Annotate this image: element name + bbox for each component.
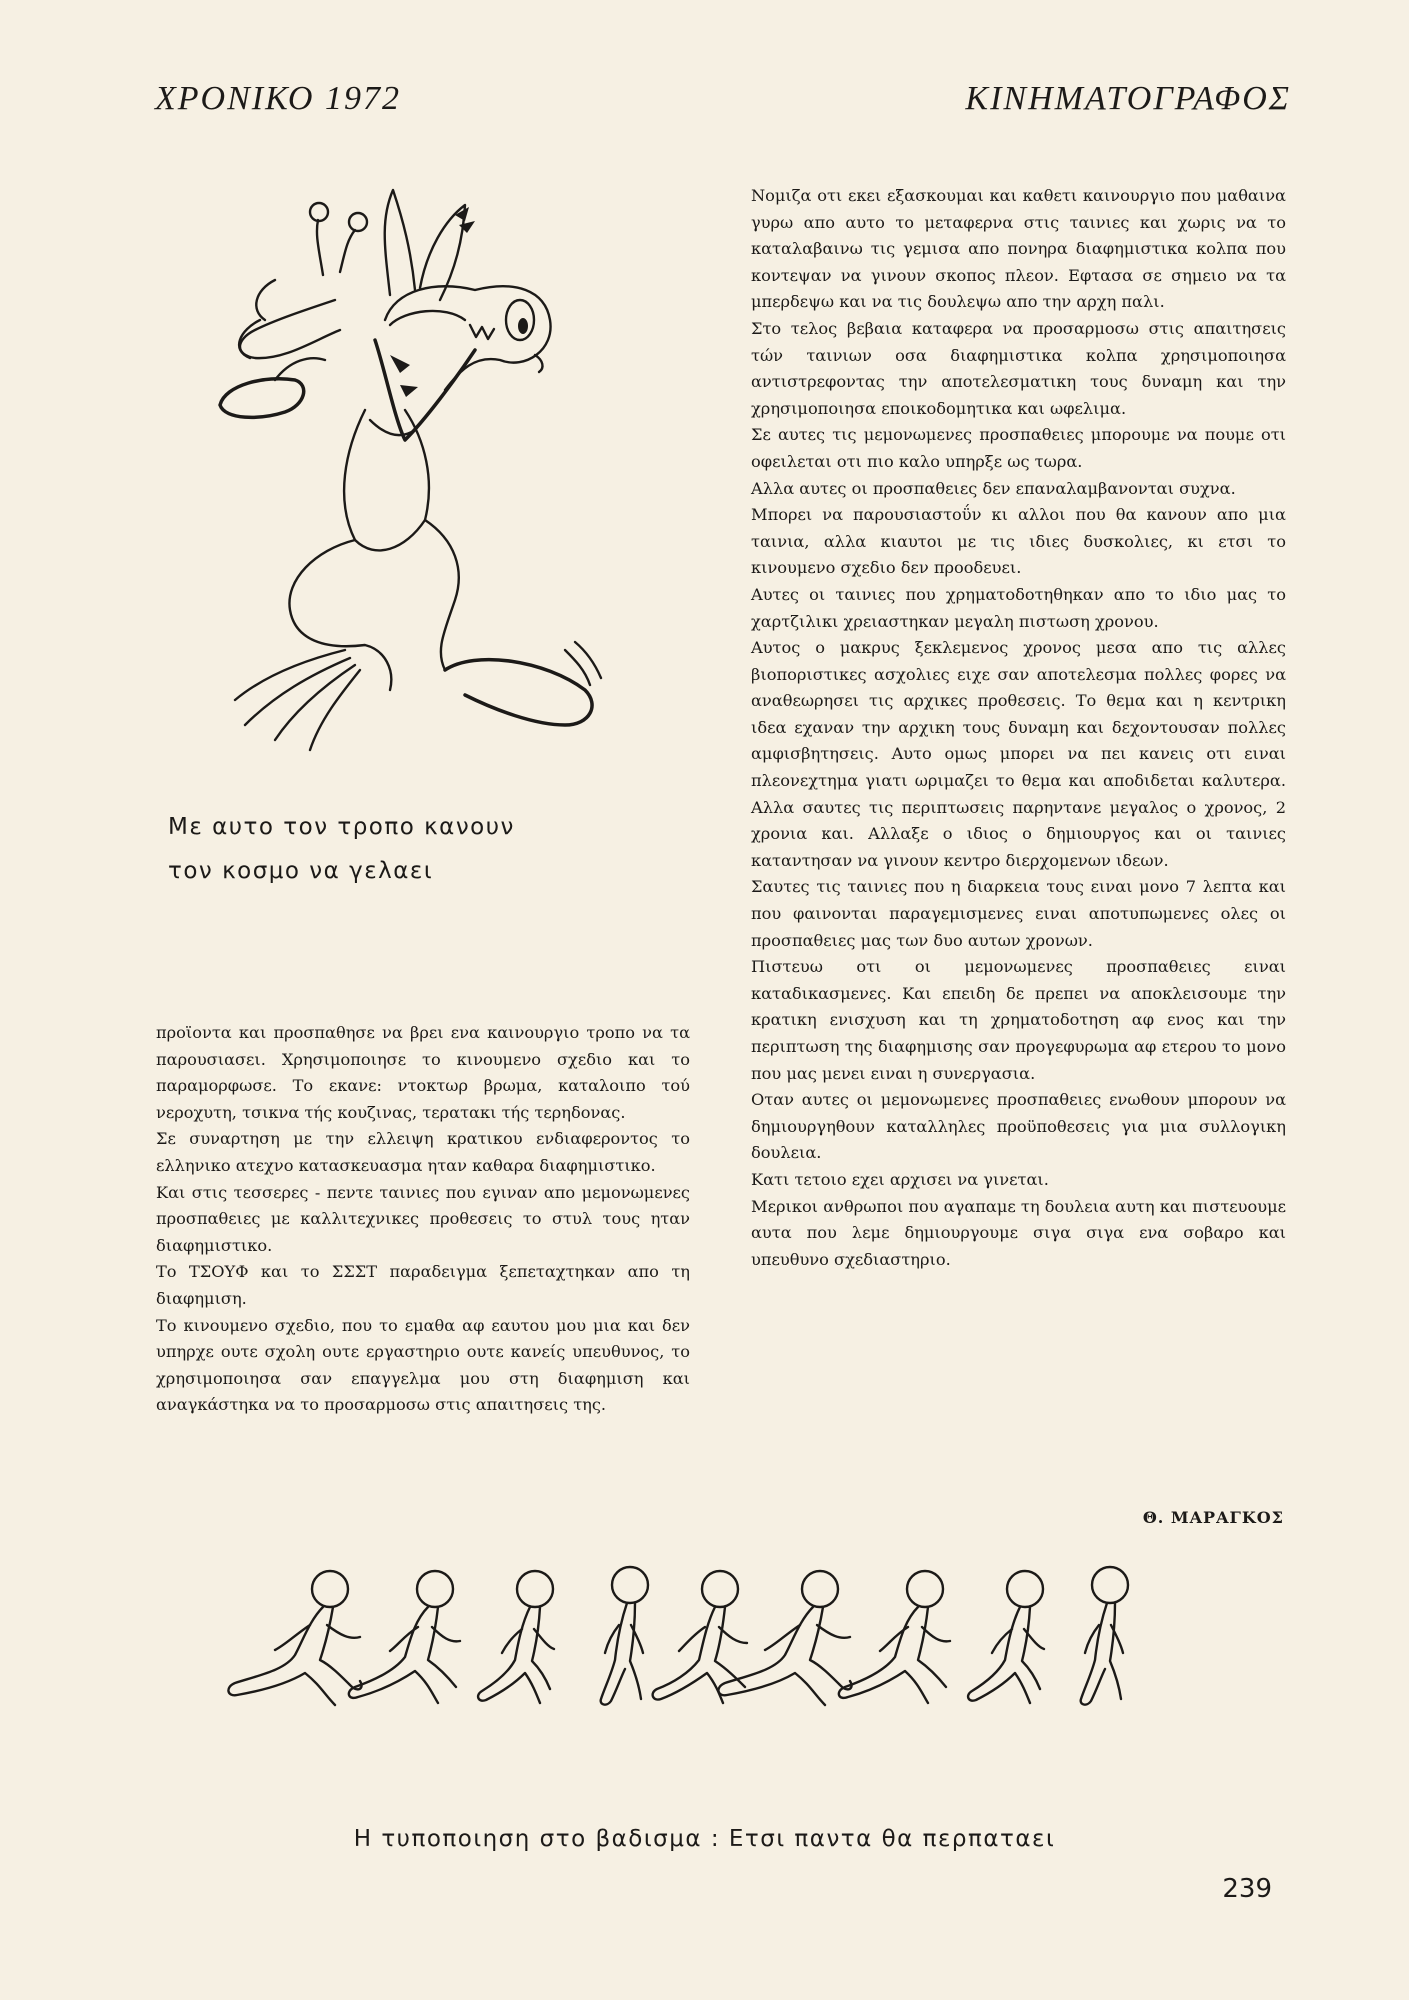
walk-figure — [601, 1567, 648, 1705]
paragraph: Το κινουμενο σχεδιο, που το εμαθα αφ εαυτου μου μια και δεν υπηρχε ουτε σχολη ουτε εργαστηριο ουτε κανείς υπευθυνος, το χρησιμοποιησα σαν επαγγελμα μου στη διαφημιση και αναγκάστηκα να το προσαρμοσω στις απαιτησεις της. — [156, 1315, 690, 1415]
left-text-column — [156, 1020, 690, 1419]
illustration-caption-line: Με αυτο τον τροπο κανουν — [168, 814, 515, 840]
walk-cycle-caption: Η τυποποιηση στο βαδισμα : Ετσι παντα θα περπαταει — [353, 1826, 1056, 1852]
paragraph: Κατι τετοιο εχει αρχισει να γινεται. — [751, 1169, 1049, 1189]
laughing-creature-illustration — [215, 180, 655, 760]
author-signature: Θ. ΜΑΡΑΓΚΟΣ — [1142, 1508, 1284, 1527]
walk-figure — [349, 1571, 460, 1703]
walk-cycle-illustration — [215, 1565, 1215, 1715]
paragraph: Σε αυτες τις μεμονωμενες προσπαθειες μπορουμε να πουμε οτι οφειλεται οτι πιο καλο υπηρξε ως τωρα. — [751, 425, 1286, 471]
paragraph: προϊοντα και προσπαθησε να βρει ενα καινουργιο τροπο να τα παρουσιασει. Χρησιμοποιησε το κινουμενο σχεδιο και το παραμορφωσε. Το εκανε: ντοκτωρ βρωμα, καταλοιπο τού νεροχυτη, τσικνα τής κουζινας, τερατακι τής τερηδονας. — [156, 1023, 690, 1122]
paragraph: Οταν αυτες οι μεμονωμενες προσπαθειες ενωθουν μπορουν να δημιουργηθουν καταλληλες προϋποθεσεις για μια συλλογικη δουλεια. — [751, 1090, 1286, 1163]
walk-figure — [968, 1571, 1044, 1703]
walk-figure — [478, 1571, 554, 1703]
paragraph: Σαυτες τις ταινιες που η διαρκεια τους ειναι μονο 7 λεπτα και που φαινονται παραγεμισμενες ειναι αποτυπωμενες ολες οι προσπαθειες μας των δυο αυτων χρονων. — [751, 877, 1286, 950]
walk-figure — [653, 1571, 747, 1703]
walk-figure — [839, 1571, 950, 1703]
illustration-caption-line: τον κοσμο να γελαει — [168, 858, 434, 884]
running-header-left: ΧΡΟΝΙΚΟ 1972 — [155, 80, 401, 117]
illustration-caption — [168, 805, 515, 893]
paragraph: Και στις τεσσερες - πεντε ταινιες που εγιναν απο μεμονωμενες προσπαθειες με καλλιτεχνικες προθεσεις το στυλ τους ηταν διαφημιστικο. — [156, 1182, 690, 1255]
right-text-column — [751, 183, 1286, 1273]
paragraph: Αυτες οι ταινιες που χρηματοδοτηθηκαν απο το ιδιο μας το χαρτζιλικι χρειαστηκαν μεγαλη πιστωση χρονου. — [751, 584, 1286, 631]
paragraph: Το ΤΣΟΥΦ και το ΣΣΣΤ παραδειγμα ξεπεταχτηκαν απο τη διαφημιση. — [156, 1262, 690, 1308]
paragraph: Αλλα αυτες οι προσπαθειες δεν επαναλαμβανονται συχνα. — [751, 478, 1236, 498]
running-header-right: ΚΙΝΗΜΑΤΟΓΡΑΦΟΣ — [965, 80, 1291, 117]
paragraph: Νομιζα οτι εκει εξασκουμαι και καθετι καινουργιο που μαθαινα γυρω απο αυτο το μεταφερνα στις ταινιες και χωρις να το καταλαβαινω τις γεμισα απο πονηρα διαφημιστικα κολπα που κοντεψαν να γινουν σκοπος πλεον. Εφτασα σε σημειο να τα μπερδεψω και να τις δουλεψω απο την αρχη παλι. — [751, 186, 1286, 312]
paragraph: Σε συναρτηση με την ελλειψη κρατικου ενδιαφεροντος το ελληνικο ατεχνο κατασκευασμα ηταν καθαρα διαφημιστικο. — [156, 1129, 690, 1175]
page-number: 239 — [1222, 1874, 1272, 1904]
paragraph: Μπορει να παρουσιαστοΰν κι αλλοι που θα κανουν απο μια ταινια, αλλα κιαυτοι με τις ιδιες δυσκολιες, κι ετσι το κινουμενο σχεδιο δεν προοδευει. — [751, 505, 1286, 578]
paragraph: Στο τελος βεβαια καταφερα να προσαρμοσω στις απαιτησεις τών ταινιων οσα διαφημιστικα κολπα χρησιμοποιησα αντιστρεφοντας την αποτελεσματικη τους δυναμη και την χρησιμοποιησα εποικοδομητικα και ωφελιμα. — [751, 318, 1286, 418]
paragraph: Μερικοι ανθρωποι που αγαπαμε τη δουλεια αυτη και πιστευουμε αυτα που λεμε δημιουργουμε σιγα σιγα ενα σοβαρο και υπευθυνο σχεδιαστηριο. — [751, 1196, 1286, 1269]
walk-figure — [1081, 1567, 1128, 1705]
paragraph: Πιστευω οτι οι μεμονωμενες προσπαθειες ειναι καταδικασμενες. Και επειδη δε πρεπει να αποκλεισουμε την κρατικη ενισχυση και τη χρηματοδοτηση αφ ενος και την περιπτωση της διαφημισης σαν προγεφυρωμα αφ ετερου το μονο που μας μενει ειναι η συνεργασια. — [751, 957, 1286, 1083]
walk-figure — [228, 1571, 361, 1705]
paragraph: Αυτος ο μακρυς ξεκλεμενος χρονος μεσα απο τις αλλες βιοποριστικες ασχολιες ειχε σαν αποτελεσμα πολλες φορες να αναθεωρησει τις αρχικες προθεσεις. Το θεμα και η κεντρικη ιδεα εχαναν την αρχικη τους δυναμη και δεχοντουσαν πολλες αμφισβητησεις. Αυτο ομως μπορει να πει κανεις οτι ειναι πλεονεχτημα γιατι ωριμαζει το θεμα και αποδιδεται καλυτερα. Αλλα σαυτες τις περιπτωσεις παρηντανε μεγαλος ο χρονος, 2 χρονια και. Αλλαξε ο ιδιος ο δημιουργος και οι ταινιες καταντησαν να γινουν κεντρο διερχομενων ιδεων. — [751, 638, 1286, 870]
